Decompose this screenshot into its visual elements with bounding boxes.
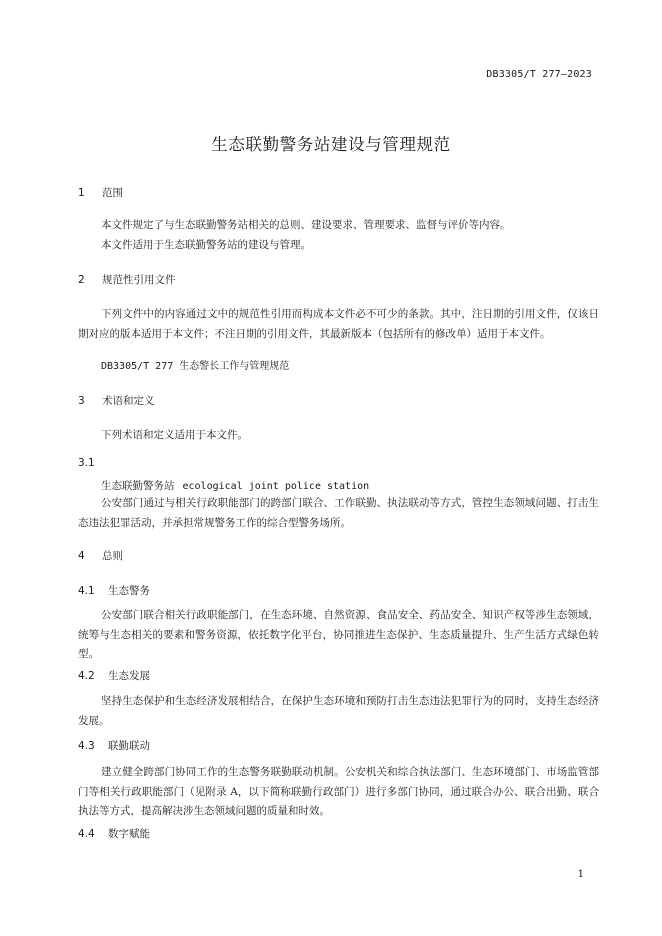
section-2-heading (78, 273, 176, 287)
section-title: 总则 (102, 550, 123, 562)
section-4-heading (78, 549, 123, 563)
section-3-paragraph-1: 下列术语和定义适用于本文件。 (101, 429, 248, 441)
subsection-4-3-heading (78, 739, 150, 753)
subsection-4-2-heading (78, 669, 150, 683)
term-number: 3.1 (78, 457, 95, 469)
term-name-zh: 生态联勤警务站 (101, 480, 175, 492)
section-number: 2 (78, 274, 85, 286)
document-title: 生态联勤警务站建设与管理规范 (211, 135, 451, 154)
section-1-paragraph-2: 本文件适用于生态联勤警务站的建设与管理。 (101, 239, 311, 251)
subsection-number: 4.4 (78, 828, 95, 840)
section-title: 范围 (102, 187, 123, 199)
section-1-heading (78, 186, 123, 200)
subsection-title: 联勤联动 (108, 740, 150, 752)
subsection-title: 生态警务 (108, 585, 150, 597)
subsection-title: 生态发展 (108, 670, 150, 682)
subsection-4-4-heading (78, 827, 150, 841)
subsection-4-2-paragraph: 坚持生态保护和生态经济发展相结合，在保护生态环境和预防打击生态违法犯罪行为的同时，支持生态经济发展。 (78, 695, 599, 727)
subsection-4-1-heading (78, 584, 150, 598)
normative-reference: DB3305/T 277 生态警长工作与管理规范 (101, 361, 290, 372)
subsection-number: 4.3 (78, 740, 95, 752)
page-number: 1 (577, 869, 584, 880)
section-3-heading (78, 394, 155, 408)
subsection-4-1-paragraph: 公安部门联合相关行政职能部门，在生态环境、自然资源、食品安全、药品安全、知识产权等涉生态领域，统筹与生态相关的要素和警务资源，依托数字化平台，协同推进生态保护、生态质量提升、生产生活方式绿色转型。 (78, 609, 599, 660)
section-number: 4 (78, 550, 85, 562)
subsection-number: 4.2 (78, 670, 95, 682)
section-number: 3 (78, 395, 85, 407)
document-code: DB3305/T 277—2023 (486, 69, 592, 80)
section-1-paragraph-1: 本文件规定了与生态联勤警务站相关的总则、建设要求、管理要求、监督与评价等内容。 (101, 219, 511, 231)
subsection-title: 数字赋能 (108, 828, 150, 840)
subsection-number: 4.1 (78, 585, 95, 597)
section-title: 术语和定义 (102, 395, 155, 407)
subsection-4-3-paragraph: 建立健全跨部门协同工作的生态警务联勤联动机制。公安机关和综合执法部门、生态环境部门、市场监管部门等相关行政职能部门（见附录 A，以下简称联勤行政部门）进行多部门协同，通过联合办公、联合出勤、联合执法等方式，提高解决涉生态领域问题的质量和时效。 (78, 766, 599, 817)
term-definition: 公安部门通过与相关行政职能部门的跨部门联合、工作联勤、执法联动等方式，管控生态领域问题、打击生态违法犯罪活动，并承担常规警务工作的综合型警务场所。 (78, 497, 599, 529)
term-name-en: ecological joint police station (182, 481, 370, 492)
section-number: 1 (78, 187, 85, 199)
section-title: 规范性引用文件 (102, 274, 176, 286)
section-2-paragraph-1: 下列文件中的内容通过文中的规范性引用而构成本文件必不可少的条款。其中，注日期的引用文件，仅该日期对应的版本适用于本文件；不注日期的引用文件，其最新版本（包括所有的修改单）适用于本文件。 (78, 308, 599, 340)
term-entry (101, 479, 369, 494)
